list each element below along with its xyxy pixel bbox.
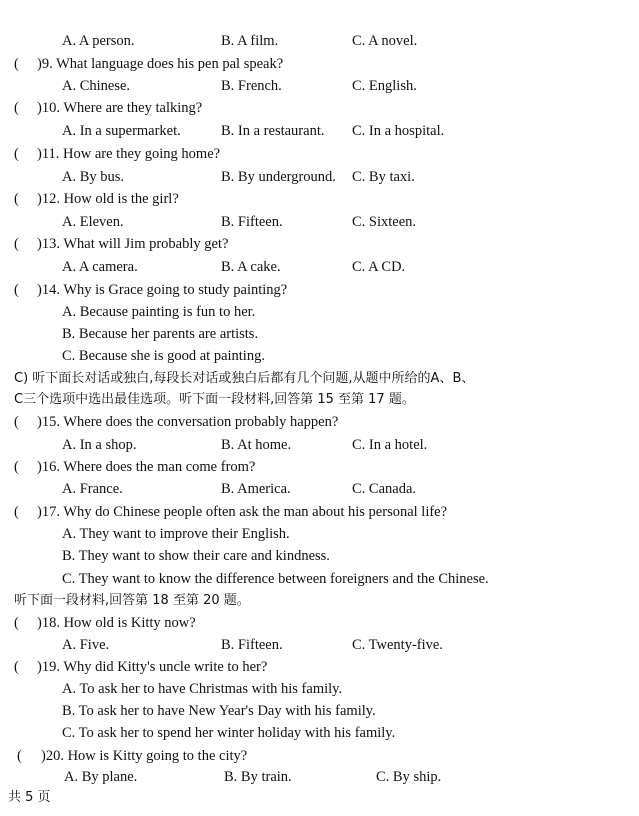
q16-option-b: B. America. [221, 481, 291, 497]
q8-option-c: C. A novel. [352, 33, 418, 49]
q12-question: )12. How old is the girl? [37, 191, 179, 207]
q9-option-c: C. English. [352, 78, 417, 94]
q15-answer-paren: ( [14, 414, 19, 430]
section-c-instructions-line1: C) 听下面长对话或独白,每段长对话或独白后都有几个问题,从题中所给的A、B、 [14, 371, 475, 386]
q20-option-c: C. By ship. [376, 769, 442, 785]
q13-option-c: C. A CD. [352, 259, 406, 275]
q10-option-b: B. In a restaurant. [221, 123, 325, 139]
q10-answer-paren: ( [14, 100, 19, 116]
q16-option-c: C. Canada. [352, 481, 417, 497]
q17-answer-paren: ( [14, 504, 19, 520]
q11-question: )11. How are they going home? [37, 146, 221, 162]
q17-option-b: B. They want to show their care and kindness. [62, 548, 330, 564]
q11-option-b: B. By underground. [221, 169, 336, 185]
q14-option-a: A. Because painting is fun to her. [62, 304, 256, 320]
q19-option-b: B. To ask her to have New Year's Day with his family. [62, 703, 376, 719]
q8-option-a: A. A person. [62, 33, 135, 49]
q13-question: )13. What will Jim probably get? [37, 236, 229, 252]
q19-option-c: C. To ask her to spend her winter holiday with his family. [62, 725, 396, 741]
q10-option-c: C. In a hospital. [352, 123, 445, 139]
q18-option-a: A. Five. [62, 637, 110, 653]
q11-answer-paren: ( [14, 146, 19, 162]
q15-question: )15. Where does the conversation probably happen? [37, 414, 339, 430]
q9-question: )9. What language does his pen pal speak? [37, 56, 284, 72]
q11-option-a: A. By bus. [62, 169, 125, 185]
q18-option-b: B. Fifteen. [221, 637, 283, 653]
q20-answer-paren: ( [17, 748, 22, 764]
q15-option-b: B. At home. [221, 437, 292, 453]
q18-option-c: C. Twenty-five. [352, 637, 443, 653]
q17-question: )17. Why do Chinese people often ask the man about his personal life? [37, 504, 448, 520]
q15-option-c: C. In a hotel. [352, 437, 428, 453]
q14-question: )14. Why is Grace going to study painting? [37, 282, 288, 298]
q20-option-a: A. By plane. [64, 769, 138, 785]
q16-option-a: A. France. [62, 481, 123, 497]
q12-answer-paren: ( [14, 191, 19, 207]
q15-option-a: A. In a shop. [62, 437, 137, 453]
q13-option-b: B. A cake. [221, 259, 281, 275]
q19-answer-paren: ( [14, 659, 19, 675]
q16-answer-paren: ( [14, 459, 19, 475]
q16-question: )16. Where does the man come from? [37, 459, 256, 475]
q14-option-c: C. Because she is good at painting. [62, 348, 265, 364]
q12-option-a: A. Eleven. [62, 214, 124, 230]
q19-option-a: A. To ask her to have Christmas with his family. [62, 681, 343, 697]
q17-option-c: C. They want to know the difference between foreigners and the Chinese. [62, 571, 489, 587]
q13-option-a: A. A camera. [62, 259, 138, 275]
q12-option-c: C. Sixteen. [352, 214, 417, 230]
q19-question: )19. Why did Kitty's uncle write to her? [37, 659, 268, 675]
q18-answer-paren: ( [14, 615, 19, 631]
q14-answer-paren: ( [14, 282, 19, 298]
q9-option-b: B. French. [221, 78, 282, 94]
instruction-q18-20: 听下面一段材料,回答第 18 至第 20 题。 [14, 593, 250, 608]
q20-question: )20. How is Kitty going to the city? [41, 748, 248, 764]
q10-question: )10. Where are they talking? [37, 100, 203, 116]
q18-question: )18. How old is Kitty now? [37, 615, 196, 631]
q14-option-b: B. Because her parents are artists. [62, 326, 259, 342]
q11-option-c: C. By taxi. [352, 169, 415, 185]
section-c-instructions-line2: C三个选项中选出最佳选项。听下面一段材料,回答第 15 至第 17 题。 [14, 392, 415, 407]
q12-option-b: B. Fifteen. [221, 214, 283, 230]
q10-option-a: A. In a supermarket. [62, 123, 181, 139]
q8-option-b: B. A film. [221, 33, 279, 49]
page-count-footer: 共 5 页 [8, 790, 51, 805]
q9-option-a: A. Chinese. [62, 78, 131, 94]
q13-answer-paren: ( [14, 236, 19, 252]
q20-option-b: B. By train. [224, 769, 292, 785]
q9-answer-paren: ( [14, 56, 19, 72]
q17-option-a: A. They want to improve their English. [62, 526, 290, 542]
